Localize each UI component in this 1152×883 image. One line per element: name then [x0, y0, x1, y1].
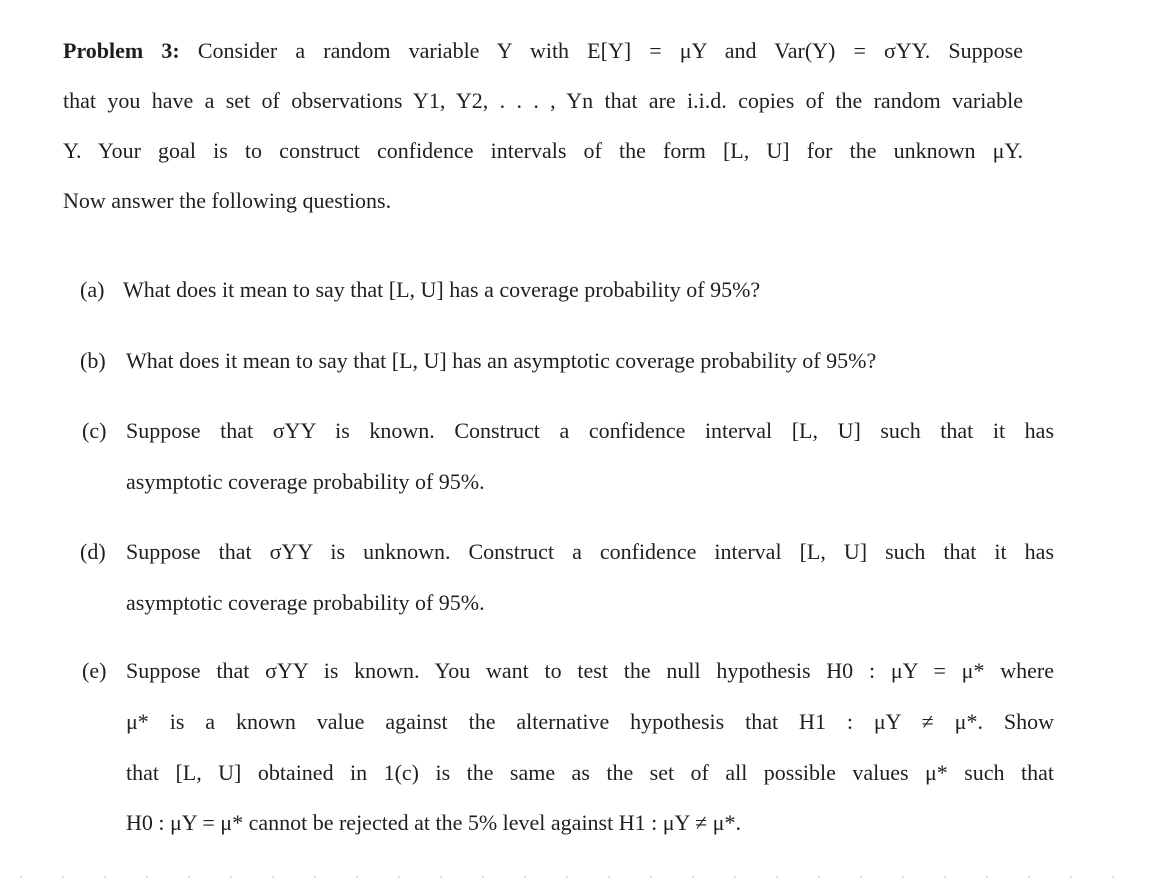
intro-line-1 — [63, 38, 1023, 64]
question-b-line-1: What does it mean to say that [L, U] has an asymptotic coverage probability of 95%? — [126, 348, 877, 373]
intro-line-3: Y. Your goal is to construct confidence intervals of the form [L, U] for the unknown μY. — [63, 138, 1023, 163]
question-c-line-1: Suppose that σYY is known. Construct a confidence interval [L, U] such that it has — [126, 418, 1054, 443]
intro-line-4: Now answer the following questions. — [63, 188, 392, 213]
intro-line-2: that you have a set of observations Y1, Y2, . . . , Yn that are i.i.d. copies of the random variable — [63, 88, 1023, 113]
question-a-line-1: What does it mean to say that [L, U] has a coverage probability of 95%? — [123, 277, 761, 302]
problem-heading: Problem 3: — [63, 38, 180, 63]
bottom-edge-dots — [0, 876, 1152, 878]
question-a-label: (a) — [80, 277, 105, 302]
question-b-label: (b) — [80, 348, 106, 373]
question-d-line-1: Suppose that σYY is unknown. Construct a confidence interval [L, U] such that it has — [126, 539, 1054, 564]
question-e-line-2: μ* is a known value against the alternative hypothesis that H1 : μY ≠ μ*. Show — [126, 709, 1054, 734]
question-c-line-2: asymptotic coverage probability of 95%. — [126, 469, 485, 494]
question-e-line-3: that [L, U] obtained in 1(c) is the same as the set of all possible values μ* such that — [126, 760, 1054, 785]
question-d-label: (d) — [80, 539, 106, 564]
question-e-line-4: H0 : μY = μ* cannot be rejected at the 5% level against H1 : μY ≠ μ*. — [126, 810, 741, 835]
question-e-label: (e) — [82, 658, 107, 683]
intro-line-1-text: Consider a random variable Y with E[Y] = μY and Var(Y) = σYY. Suppose — [179, 38, 1023, 63]
question-c-label: (c) — [82, 418, 107, 443]
question-d-line-2: asymptotic coverage probability of 95%. — [126, 590, 485, 615]
question-e-line-1: Suppose that σYY is known. You want to test the null hypothesis H0 : μY = μ* where — [126, 658, 1054, 683]
